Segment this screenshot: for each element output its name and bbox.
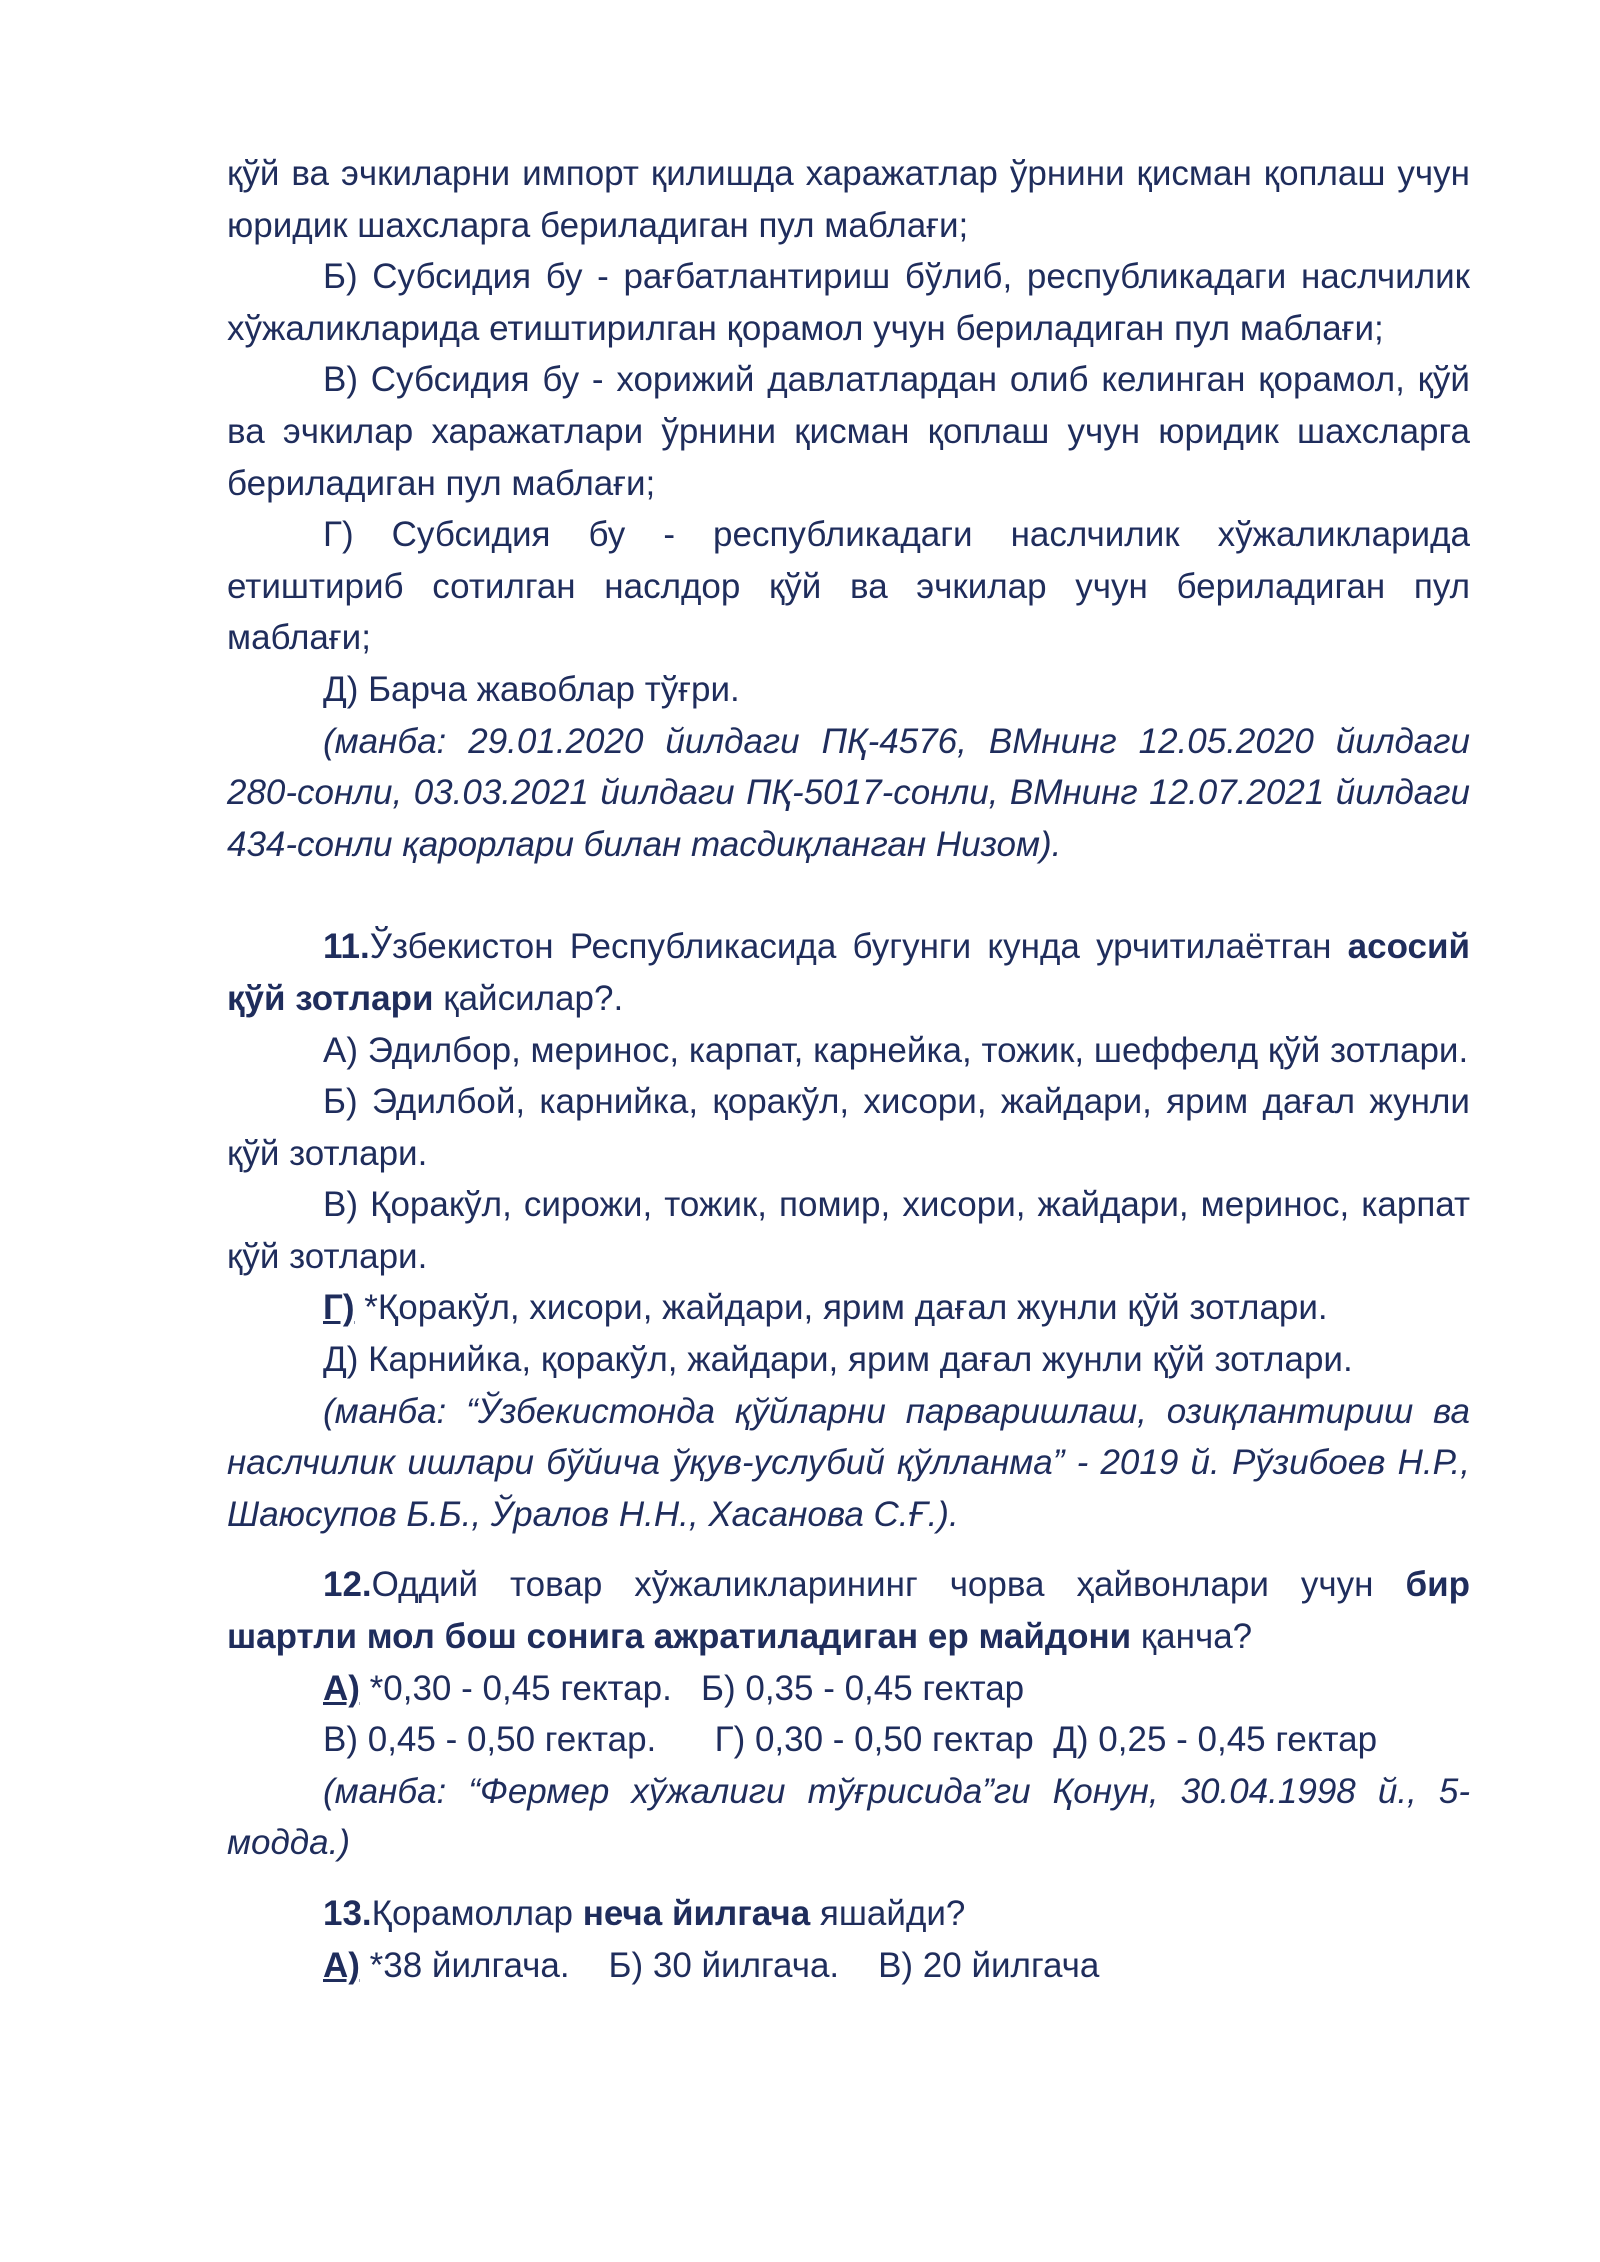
q11-question-pre: Ўзбекистон Республикасида бугунги кунда урчитилаётган [369, 927, 1348, 967]
q12-question-post: қанча? [1131, 1617, 1253, 1657]
q11-source: (манба: “Ўзбекистонда қўйларни парваришлаш, озиқлантириш ва наслчилик ишлари бўйича ўқув-услубий қўлланма” - 2019 й. Рўзибоев Н.Р., Шаюсупов Б.Б., Ўралов Н.Н., Хасанова С.Ғ.). [227, 1391, 1470, 1534]
q12-options-row-1 [227, 1663, 1470, 1715]
q11-option-g-correct [227, 1282, 1470, 1334]
q13-question-bold: неча йилгача [582, 1894, 811, 1933]
q10-option-v: В) Субсидия бу - хорижий давлатлардан олиб келинган қорамол, қўй ва эчкилар харажатлари ўрнини қисман қоплаш учун юридик шахсларга бериладиган пул маблағи; [227, 360, 1470, 503]
q11-number: 11. [323, 927, 370, 967]
spacer [227, 1540, 1470, 1559]
q10-source: (манба: 29.01.2020 йилдаги ПҚ-4576, ВМнинг 12.05.2020 йилдаги 280-сонли, 03.03.2021 йилдаги ПҚ-5017-сонли, ВМнинг 12.07.2021 йилдаги 434-сонли қарорлари билан тасдиқланган Низом). [227, 721, 1470, 864]
q12-number: 12. [323, 1565, 372, 1605]
q12-question-pre: Оддий товар хўжаликларининг чорва ҳайвонлари учун [371, 1565, 1406, 1605]
q10-option-d: Д) Барча жавоблар тўғри. [323, 669, 740, 709]
q13-option-b: Б) 30 йилгача. [608, 1945, 840, 1985]
q13-question-post: яшайди? [810, 1894, 966, 1933]
q10-option-a-continuation: қўй ва эчкиларни импорт қилишда харажатлар ўрнини қисман қоплаш учун юридик шахсларга бериладиган пул маблағи; [227, 154, 1470, 245]
q13-question [227, 1888, 1470, 1940]
q11-option-a: А) Эдилбор, меринос, карпат, карнейка, тожик, шеффелд қўй зотлари. [323, 1030, 1469, 1070]
q11-option-d: Д) Карнийка, қоракўл, жайдари, ярим дағал жунли қўй зотлари. [323, 1340, 1353, 1380]
q11-question-bold: асосий қўй зотлари [227, 927, 1470, 1018]
q13-correct-label: А) [323, 1945, 360, 1985]
q11-question-post: қайсилар?. [433, 978, 624, 1018]
q13-correct-text: *38 йилгача. [359, 1945, 570, 1985]
q12-option-b: Б) 0,35 - 0,45 гектар [701, 1668, 1025, 1708]
q12-question [227, 1559, 1470, 1662]
q13-option-v: В) 20 йилгача [878, 1945, 1100, 1985]
q11-option-b: Б) Эдилбой, карнийка, қоракўл, хисори, жайдари, ярим дағал жунли қўй зотлари. [227, 1082, 1470, 1173]
q11-correct-label: Г) [323, 1288, 355, 1328]
q10-option-g: Г) Субсидия бу - республикадаги наслчилик хўжаликларида етиштириб сотилган наслдор қўй ва эчкилар учун бериладиган пул маблағи; [227, 515, 1470, 658]
q12-correct-label: А) [323, 1668, 360, 1708]
q12-correct-text: *0,30 - 0,45 гектар. [359, 1668, 672, 1708]
document-page [227, 148, 1470, 1991]
spacer [227, 870, 1470, 921]
q11-option-v: В) Қоракўл, сирожи, тожик, помир, хисори, жайдари, меринос, карпат қўй зотлари. [227, 1185, 1470, 1276]
q12-source: (манба: “Фермер хўжалиги тўғрисида”ги Қонун, 30.04.1998 й., 5-модда.) [227, 1771, 1470, 1863]
q13-number: 13. [323, 1894, 372, 1933]
q12-option-v: В) 0,45 - 0,50 гектар. [323, 1720, 657, 1760]
q12-question-bold: бир шартли мол бош сонига ажратиладиган ер майдони [227, 1565, 1470, 1657]
q12-option-g: Г) 0,30 - 0,50 гектар [714, 1720, 1034, 1760]
q11-question [227, 921, 1470, 1024]
spacer [227, 1869, 1470, 1888]
q10-option-b: Б) Субсидия бу - рағбатлантириш бўлиб, республикадаги наслчилик хўжаликларида етиштирилган қорамол учун бериладиган пул маблағи; [227, 257, 1470, 348]
q11-correct-text: *Қоракўл, хисори, жайдари, ярим дағал жунли қўй зотлари. [354, 1288, 1328, 1328]
q12-option-d: Д) 0,25 - 0,45 гектар [1053, 1720, 1378, 1760]
q12-options-row-2 [227, 1714, 1470, 1766]
q13-question-pre: Қорамоллар [371, 1894, 583, 1933]
q13-options-row [227, 1940, 1470, 1992]
